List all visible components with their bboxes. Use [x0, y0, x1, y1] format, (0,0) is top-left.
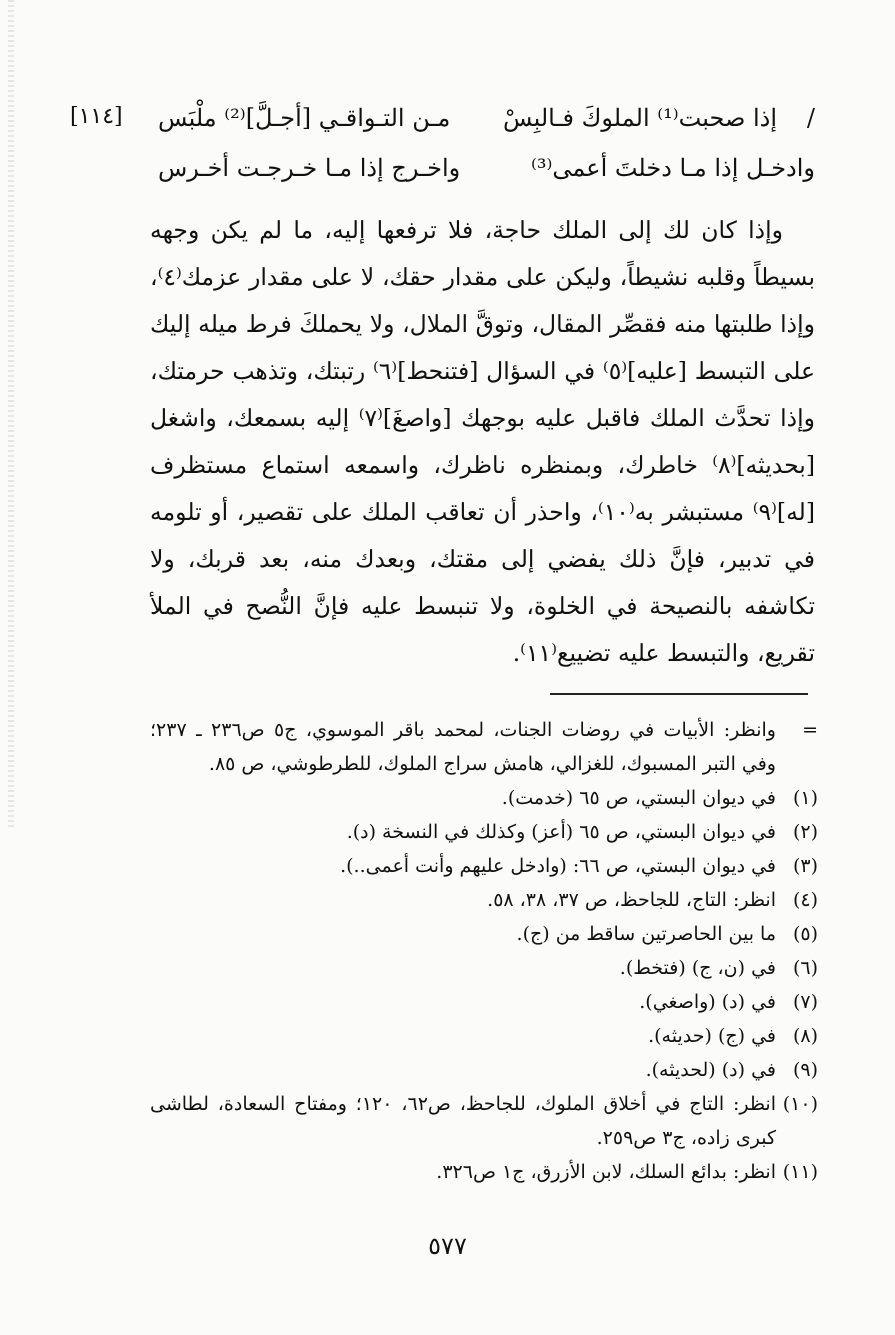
footnote — [150, 917, 818, 951]
prose-paragraph: وإذا كان لك إلى الملك حاجة، فلا ترفعها إليه، ما لم يكن وجهه بسيطاً وقلبه نشيطاً، وليكن على مقدار حقك، لا على مقدار عزمك⁽٤⁾، وإذا طلبتها منه فقصِّر المقال، وتوقَّ الملال، ولا يحملكَ فرط ميله إليك على التبسط [عليه]⁽٥⁾ في السؤال [فتنحط]⁽٦⁾ رتبتك، وتذهب حرمتك، وإذا تحدَّث الملك فاقبل عليه بوجهك [واصغَ]⁽٧⁾ إليه بسمعك، واشغل [بحديثه]⁽٨⁾ خاطرك، وبمنظره ناظرك، واسمعه استماع مستظرف [له]⁽٩⁾ مستبشر به⁽١٠⁾، واحذر أن تعاقب الملك على تقصير، أو تلومه في تدبير، فإنَّ ذلك يفضي إلى مقتك، وبعدك منه، بعد قربك، ولا تكاشفه بالنصيحة في الخلوة، ولا تنبسط عليه فإنَّ النُّصح في الملأ تقريع، والتبسط عليه تضييع⁽١١⁾. — [150, 216, 816, 667]
footnote-number: (٦) — [792, 957, 818, 979]
footnote-text: في ديوان البستي، ص ٦٥ (خدمت). — [501, 787, 776, 809]
footnote-number: (١٠) — [782, 1093, 818, 1115]
footnote — [150, 1019, 818, 1053]
footnote — [150, 1087, 818, 1155]
footnote-text: انظر: التاج في أخلاق الملوك، للجاحظ، ص٦٢، ١٢٠؛ ومفتاح السعادة، لطاشى كبرى زاده، ج٣ ص٢٥٩. — [150, 1093, 777, 1149]
footnote — [150, 1053, 818, 1087]
footnote-number: (٥) — [792, 923, 818, 945]
footnote-number: (٣) — [792, 855, 818, 877]
footnote — [150, 985, 818, 1019]
verse-line-2 — [70, 154, 815, 204]
page-number: ٥٧٧ — [428, 1232, 467, 1260]
footnote-number: (٧) — [792, 991, 818, 1013]
footnote-text: في (د) (لحديثه). — [645, 1059, 776, 1081]
verse-1-second-hemistich: مـن التـواقـي [أجـلَّ]⁽²⁾ ملْبَس — [158, 104, 451, 132]
verse-line-1 — [70, 104, 815, 154]
footnote-text: ما بين الحاصرتين ساقط من (ج). — [516, 923, 776, 945]
footnote-number: (١١) — [782, 1161, 818, 1183]
footnote-text: في (د) (واصغي). — [639, 991, 776, 1013]
footnote-text: انظر: بدائع السلك، لابن الأزرق، ج١ ص٣٢٦. — [436, 1161, 776, 1183]
page-break-slash: / — [806, 104, 815, 132]
footnote-text: وانظر: الأبيات في روضات الجنات، لمحمد باقر الموسوي، ج٥ ص٢٣٦ ـ ٢٣٧؛ وفي التبر المسبوك، للغزالي، هامش سراج الملوك، للطرطوشي، ص ٨٥. — [150, 719, 776, 775]
footnote — [150, 815, 818, 849]
verse-1-first-hemistich: إذا صحبت⁽¹⁾ الملوكَ فـالبِسْ — [503, 104, 777, 132]
footnote-number: (٨) — [792, 1025, 818, 1047]
footnote — [150, 951, 818, 985]
footnote-text: في (ج) (حديثه). — [648, 1025, 776, 1047]
footnote-text: في ديوان البستي، ص ٦٥ (أعز) وكذلك في النسخة (د). — [346, 821, 776, 843]
footnote-text: في ديوان البستي، ص ٦٦: (وادخل عليهم وأنت أعمى..). — [340, 855, 776, 877]
footnote — [150, 883, 818, 917]
poem-verses — [70, 104, 815, 204]
footnote-number: (٤) — [792, 889, 818, 911]
footnote-text: في (ن، ج) (فتخط). — [619, 957, 776, 979]
verse-2-first-hemistich: وادخـل إذا مـا دخلتَ أعمى⁽³⁾ — [530, 154, 815, 182]
main-text — [150, 207, 815, 677]
footnote-separator — [550, 693, 808, 695]
manuscript-folio-marker: [١١٤] — [70, 104, 123, 129]
footnote-number: (٢) — [792, 821, 818, 843]
verse-2-second-hemistich: واخـرج إذا مـا خـرجـت أخـرس — [158, 154, 461, 182]
footnotes — [150, 713, 818, 1189]
footnote-number: = — [802, 719, 818, 741]
footnote — [150, 849, 818, 883]
footnote — [150, 781, 818, 815]
footnote-number: (٩) — [792, 1059, 818, 1081]
footnote-number: (١) — [792, 787, 818, 809]
footnote — [150, 1155, 818, 1189]
footnote-text: انظر: التاج، للجاحظ، ص ٣٧، ٣٨، ٥٨. — [487, 889, 776, 911]
footnote — [150, 713, 818, 781]
